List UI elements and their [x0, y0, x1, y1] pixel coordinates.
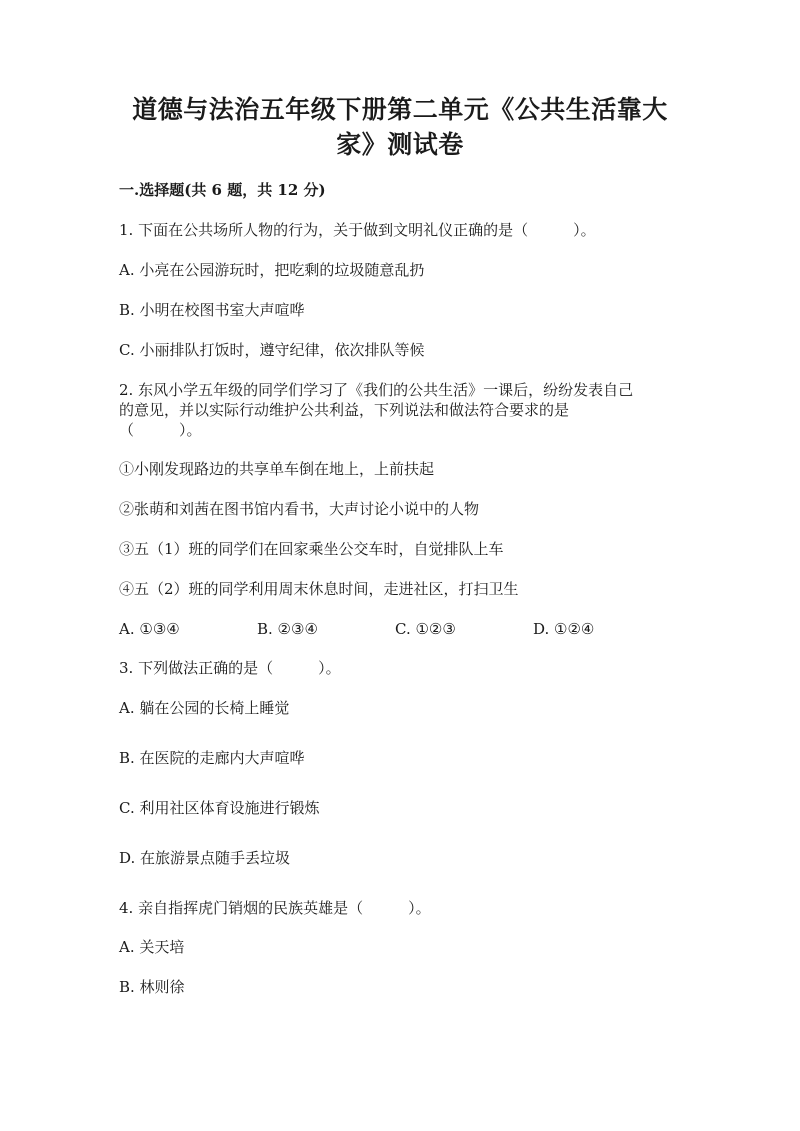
question-2-statement-4: ④五（2）班的同学利用周末休息时间，走进社区，打扫卫生	[119, 580, 519, 598]
question-2-stem-line-1: 2. 东风小学五年级的同学们学习了《我们的公共生活》一课后，纷纷发表自己	[119, 381, 634, 399]
title-line-1: 道德与法治五年级下册第二单元《公共生活靠大	[132, 95, 668, 124]
question-3-option-a: A. 躺在公园的长椅上睡觉	[119, 699, 290, 717]
question-2-statement-1: ①小刚发现路边的共享单车倒在地上，上前扶起	[119, 460, 435, 478]
question-3-option-d: D. 在旅游景点随手丢垃圾	[119, 849, 291, 867]
question-4-option-b: B. 林则徐	[119, 978, 185, 996]
question-2-stem-line-3: （ ）。	[119, 421, 202, 439]
question-1-option-b: B. 小明在校图书室大声喧哗	[119, 301, 305, 319]
question-2-statement-2: ②张萌和刘茜在图书馆内看书，大声讨论小说中的人物	[119, 500, 480, 518]
question-1-stem: 1. 下面在公共场所人物的行为，关于做到文明礼仪正确的是（ ）。	[119, 221, 596, 239]
page-title	[100, 92, 700, 162]
question-3-option-c: C. 利用社区体育设施进行锻炼	[119, 799, 320, 817]
question-2-option-c: C. ①②③	[395, 620, 456, 638]
question-2-option-d: D. ①②④	[533, 620, 595, 638]
question-1-option-a: A. 小亮在公园游玩时，把吃剩的垃圾随意乱扔	[119, 261, 425, 279]
title-line-2: 家》测试卷	[336, 130, 464, 159]
question-1-option-c: C. 小丽排队打饭时，遵守纪律，依次排队等候	[119, 341, 425, 359]
question-4-option-a: A. 关天培	[119, 938, 185, 956]
question-4-stem: 4. 亲自指挥虎门销烟的民族英雄是（ ）。	[119, 899, 431, 917]
question-2-option-b: B. ②③④	[257, 620, 318, 638]
question-3-stem: 3. 下列做法正确的是（ ）。	[119, 659, 341, 677]
question-2-option-a: A. ①③④	[119, 620, 180, 638]
question-2-stem-line-2: 的意见，并以实际行动维护公共利益，下列说法和做法符合要求的是	[119, 401, 570, 419]
section-heading: 一.选择题(共 6 题，共 12 分)	[119, 181, 326, 199]
question-2-statement-3: ③五（1）班的同学们在回家乘坐公交车时，自觉排队上车	[119, 540, 504, 558]
question-2-stem	[119, 380, 684, 440]
question-3-option-b: B. 在医院的走廊内大声喧哗	[119, 749, 305, 767]
